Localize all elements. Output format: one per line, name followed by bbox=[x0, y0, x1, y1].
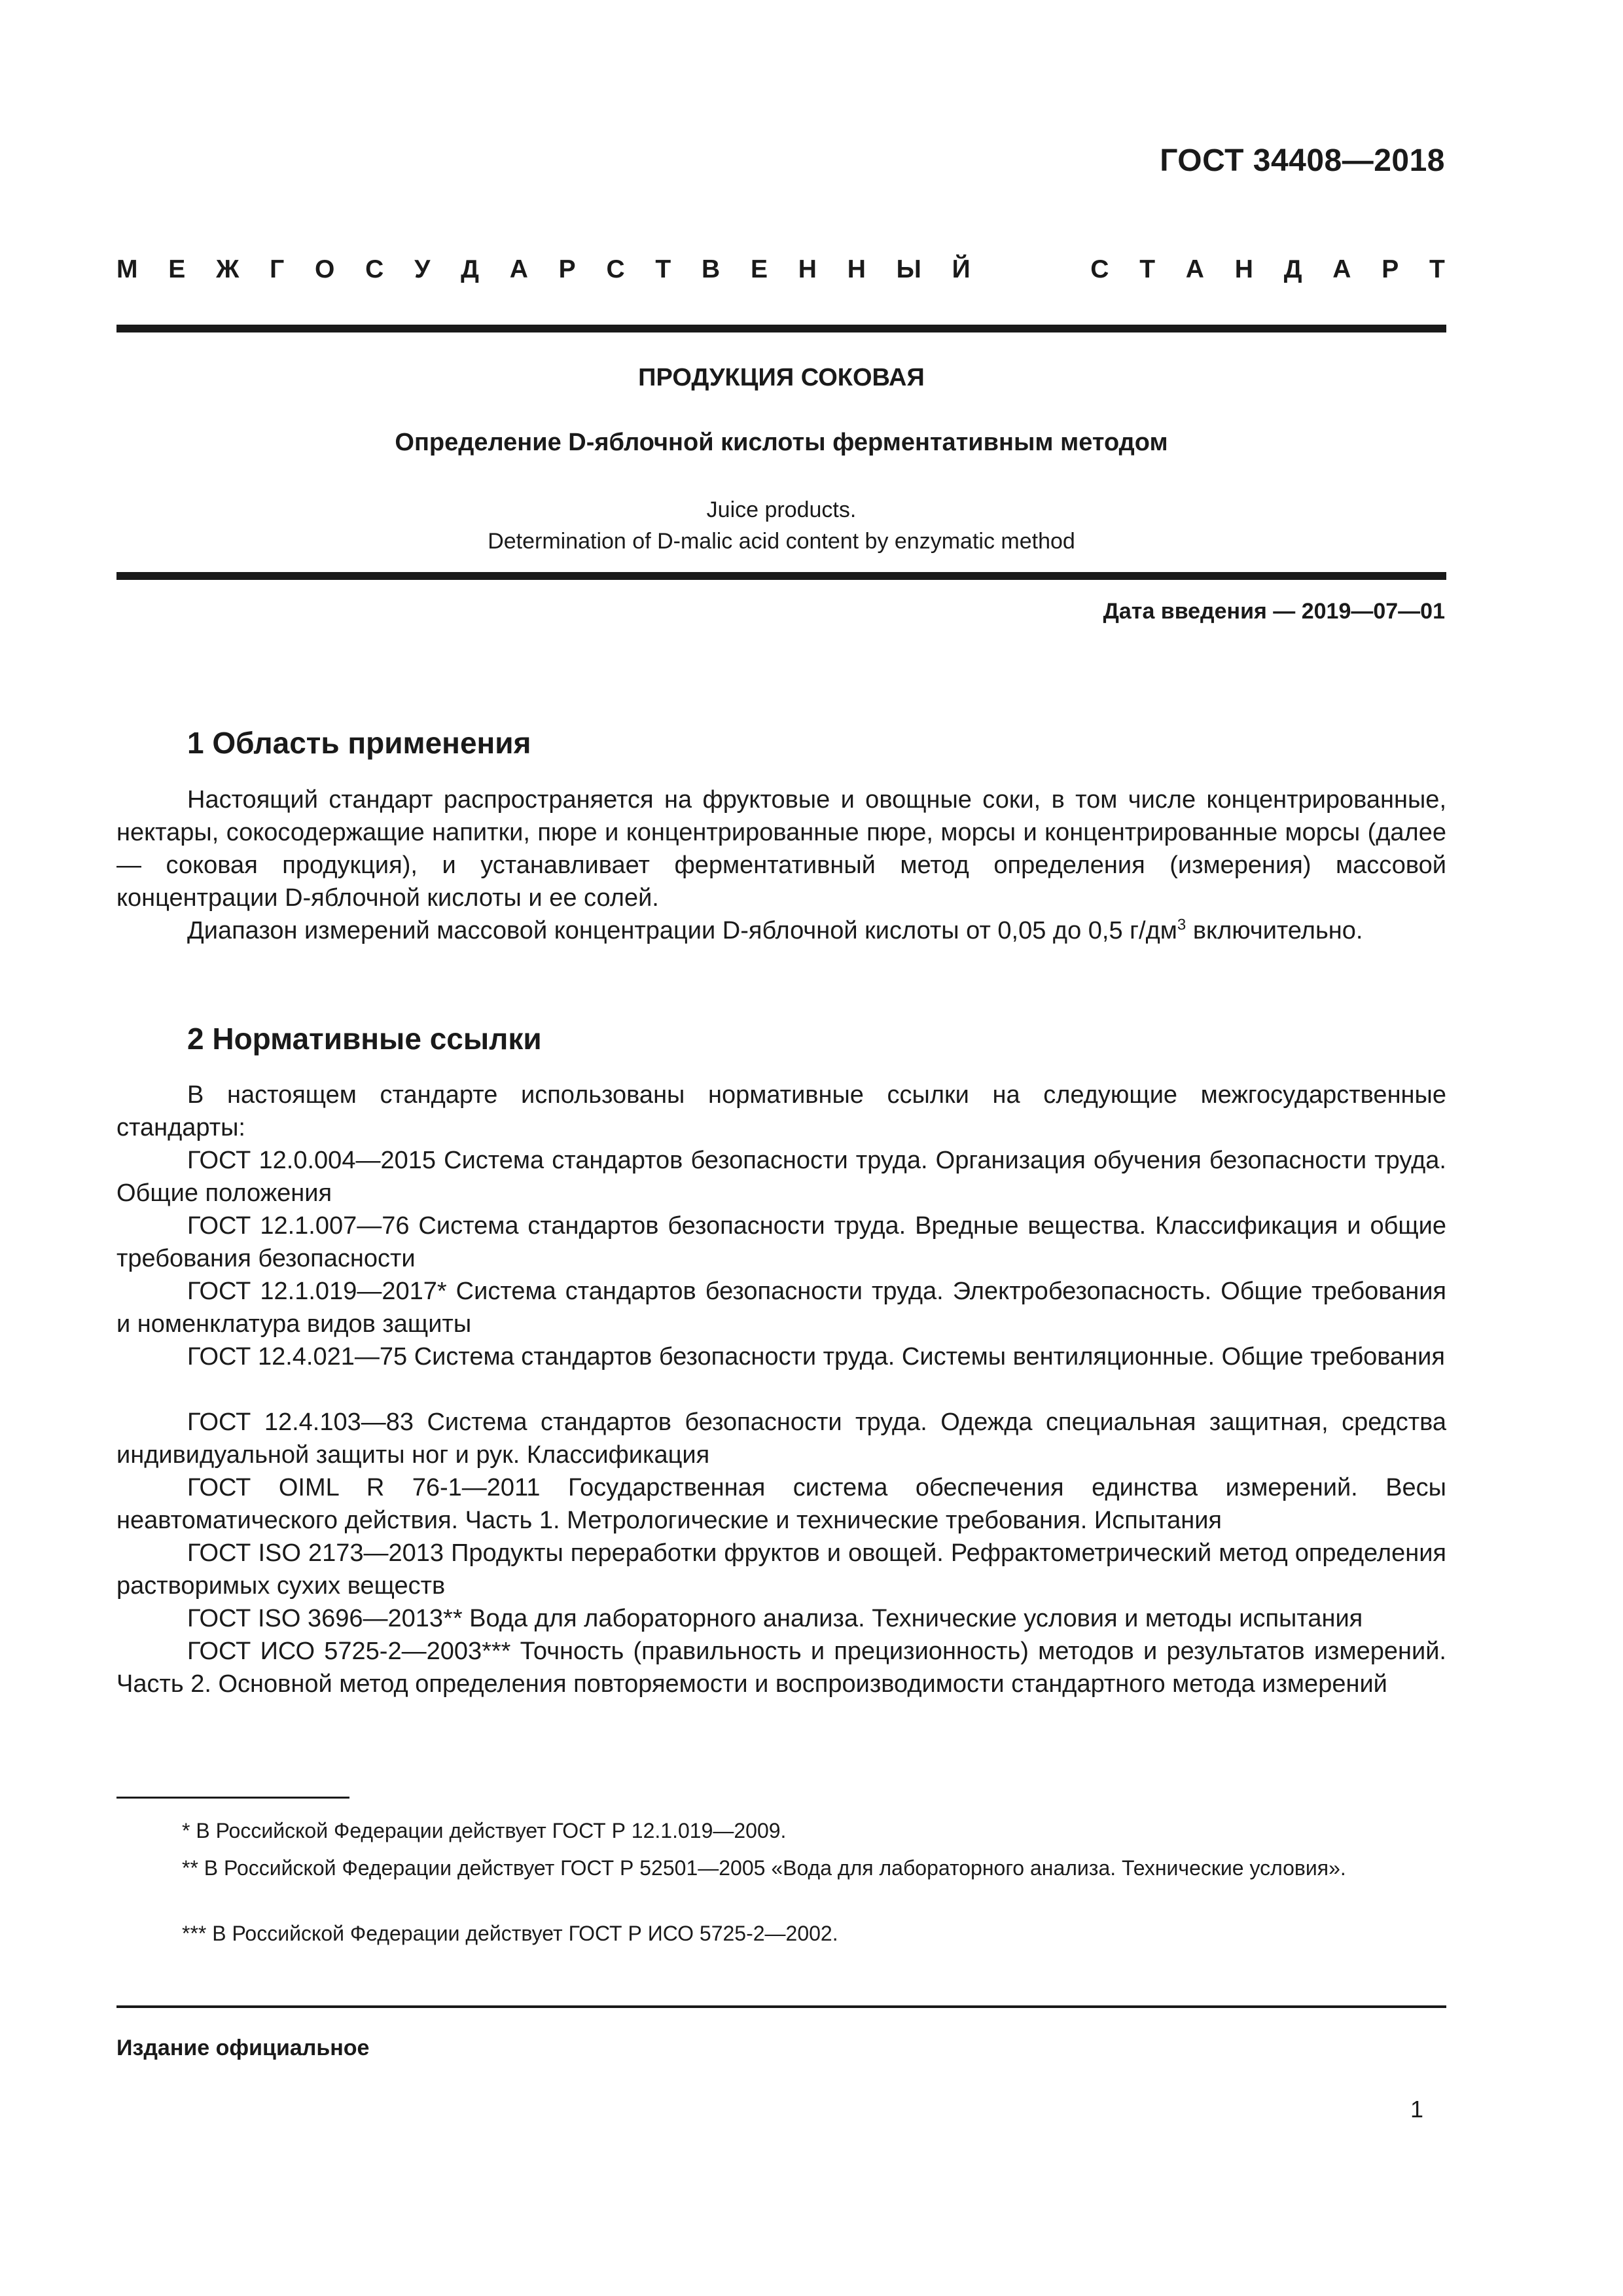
stamp-letter: Н bbox=[847, 255, 866, 283]
standard-type-heading bbox=[116, 255, 1445, 284]
reference-item bbox=[116, 1275, 1446, 1340]
footnote-text: *** В Российской Федерации действует ГОСТ Р ИСО 5725-2—2002. bbox=[182, 1922, 838, 1945]
stamp-letter: Ж bbox=[216, 255, 240, 283]
paragraph-text: ГОСТ OIML R 76-1—2011 Государственная система обеспечения единства измерений. Весы неавтоматического действия. Часть 1. Метрологические и технические требования. Испытания bbox=[116, 1474, 1446, 1534]
paragraph-text: Диапазон измерений массовой концентрации D-яблочной кислоты от 0,05 до 0,5 г/дм bbox=[187, 917, 1177, 944]
stamp-letter: С bbox=[606, 255, 625, 283]
stamp-letter: Е bbox=[168, 255, 186, 283]
stamp-letter: У bbox=[414, 255, 431, 283]
footnote bbox=[116, 1816, 1446, 1846]
stamp-letter: Н bbox=[798, 255, 817, 283]
paragraph-text: ГОСТ 12.1.019—2017* Система стандартов безопасности труда. Электробезопасность. Общие требования и номенклатура видов защиты bbox=[116, 1278, 1446, 1338]
english-title-line: Determination of D-malic acid content by enzymatic method bbox=[488, 529, 1075, 554]
stamp-letter: Е bbox=[750, 255, 768, 283]
reference-item bbox=[116, 1340, 1446, 1373]
reference-item bbox=[116, 1537, 1446, 1602]
stamp-letter: А bbox=[509, 255, 528, 283]
paragraph-text: ГОСТ 12.4.021—75 Система стандартов безопасности труда. Системы вентиляционные. Общие требования bbox=[187, 1343, 1445, 1371]
paragraph-text: ГОСТ ISO 3696—2013** Вода для лабораторного анализа. Технические условия и методы испытания bbox=[187, 1605, 1363, 1632]
reference-item bbox=[116, 1210, 1446, 1275]
stamp-letter: А bbox=[1332, 255, 1351, 283]
stamp-letter: Р bbox=[558, 255, 576, 283]
superscript: 3 bbox=[1177, 916, 1186, 934]
english-title-line: Juice products. bbox=[706, 497, 857, 522]
footnote bbox=[116, 1919, 1446, 1948]
footnote-text: ** В Российской Федерации действует ГОСТ Р 52501—2005 «Вода для лабораторного анализа. Технические условия». bbox=[182, 1856, 1346, 1880]
introduction-date: Дата введения — 2019—07—01 bbox=[1103, 599, 1445, 624]
paragraph-text: Настоящий стандарт распространяется на фруктовые и овощные соки, в том числе концентрированные, нектары, сокосодержащие напитки, пюре и концентрированные пюре, морсы и концентрированные морсы (далее — соковая продукция), и устанавливает ферментативный метод определения (измерения) массовой концентрации D-яблочной кислоты и ее солей. bbox=[116, 786, 1446, 912]
reference-item bbox=[116, 1144, 1446, 1210]
stamp-letter: Д bbox=[1283, 255, 1302, 283]
footnote-text: * В Российской Федерации действует ГОСТ Р 12.1.019—2009. bbox=[182, 1819, 787, 1842]
reference-item bbox=[116, 1471, 1446, 1537]
reference-item bbox=[116, 1635, 1446, 1700]
official-edition-label: Издание официальное bbox=[116, 2036, 370, 2060]
stamp-letter: С bbox=[365, 255, 384, 283]
paragraph-text: В настоящем стандарте использованы нормативные ссылки на следующие межгосударственные стандарты: bbox=[116, 1081, 1446, 1141]
document-code: ГОСТ 34408—2018 bbox=[1160, 143, 1445, 178]
stamp-letter: С bbox=[1090, 255, 1109, 283]
stamp-letter: Т bbox=[1139, 255, 1156, 283]
section-1-paragraph bbox=[116, 914, 1446, 947]
stamp-letter: А bbox=[1185, 255, 1204, 283]
paragraph-text: ГОСТ ISO 2173—2013 Продукты переработки фруктов и овощей. Рефрактометрический метод определения растворимых сухих веществ bbox=[116, 1539, 1446, 1600]
reference-item bbox=[116, 1406, 1446, 1471]
title-divider bbox=[116, 572, 1446, 580]
stamp-letter: Д bbox=[461, 255, 479, 283]
document-title: ПРОДУКЦИЯ СОКОВАЯ bbox=[638, 364, 925, 391]
stamp-letter: О bbox=[315, 255, 335, 283]
section-1-title: 1 Область применения bbox=[187, 726, 531, 760]
top-divider bbox=[116, 325, 1446, 332]
paragraph-text: ГОСТ 12.4.103—83 Система стандартов безопасности труда. Одежда специальная защитная, средства индивидуальной защиты ног и рук. Классификация bbox=[116, 1408, 1446, 1469]
stamp-letter: Т bbox=[1429, 255, 1445, 283]
stamp-letter: Г bbox=[270, 255, 285, 283]
stamp-letter: Т bbox=[655, 255, 671, 283]
footnote-separator bbox=[116, 1797, 349, 1799]
stamp-letter: В bbox=[702, 255, 721, 283]
reference-paragraph bbox=[116, 1079, 1446, 1144]
stamp-letter: Й bbox=[952, 255, 971, 283]
section-1-paragraph bbox=[116, 783, 1446, 914]
reference-item bbox=[116, 1602, 1446, 1635]
bottom-divider bbox=[116, 2005, 1446, 2008]
stamp-letter: Р bbox=[1382, 255, 1399, 283]
paragraph-text: ГОСТ ИСО 5725-2—2003*** Точность (правильность и прецизионность) методов и результатов измерений. Часть 2. Основной метод определения повторяемости и воспроизводимости стандартного метода измерений bbox=[116, 1638, 1446, 1698]
stamp-letter: Ы bbox=[896, 255, 921, 283]
paragraph-text: ГОСТ 12.0.004—2015 Система стандартов безопасности труда. Организация обучения безопасности труда. Общие положения bbox=[116, 1147, 1446, 1207]
paragraph-text: включительно. bbox=[1186, 917, 1363, 944]
footnote bbox=[116, 1854, 1446, 1883]
english-title bbox=[116, 494, 1446, 557]
page-number: 1 bbox=[1410, 2096, 1423, 2123]
section-2-title: 2 Нормативные ссылки bbox=[187, 1022, 542, 1056]
stamp-letter: Н bbox=[1234, 255, 1253, 283]
document-subtitle: Определение D-яблочной кислоты ферментативным методом bbox=[395, 429, 1168, 456]
stamp-letter: М bbox=[116, 255, 138, 283]
paragraph-text: ГОСТ 12.1.007—76 Система стандартов безопасности труда. Вредные вещества. Классификация и общие требования безопасности bbox=[116, 1212, 1446, 1272]
